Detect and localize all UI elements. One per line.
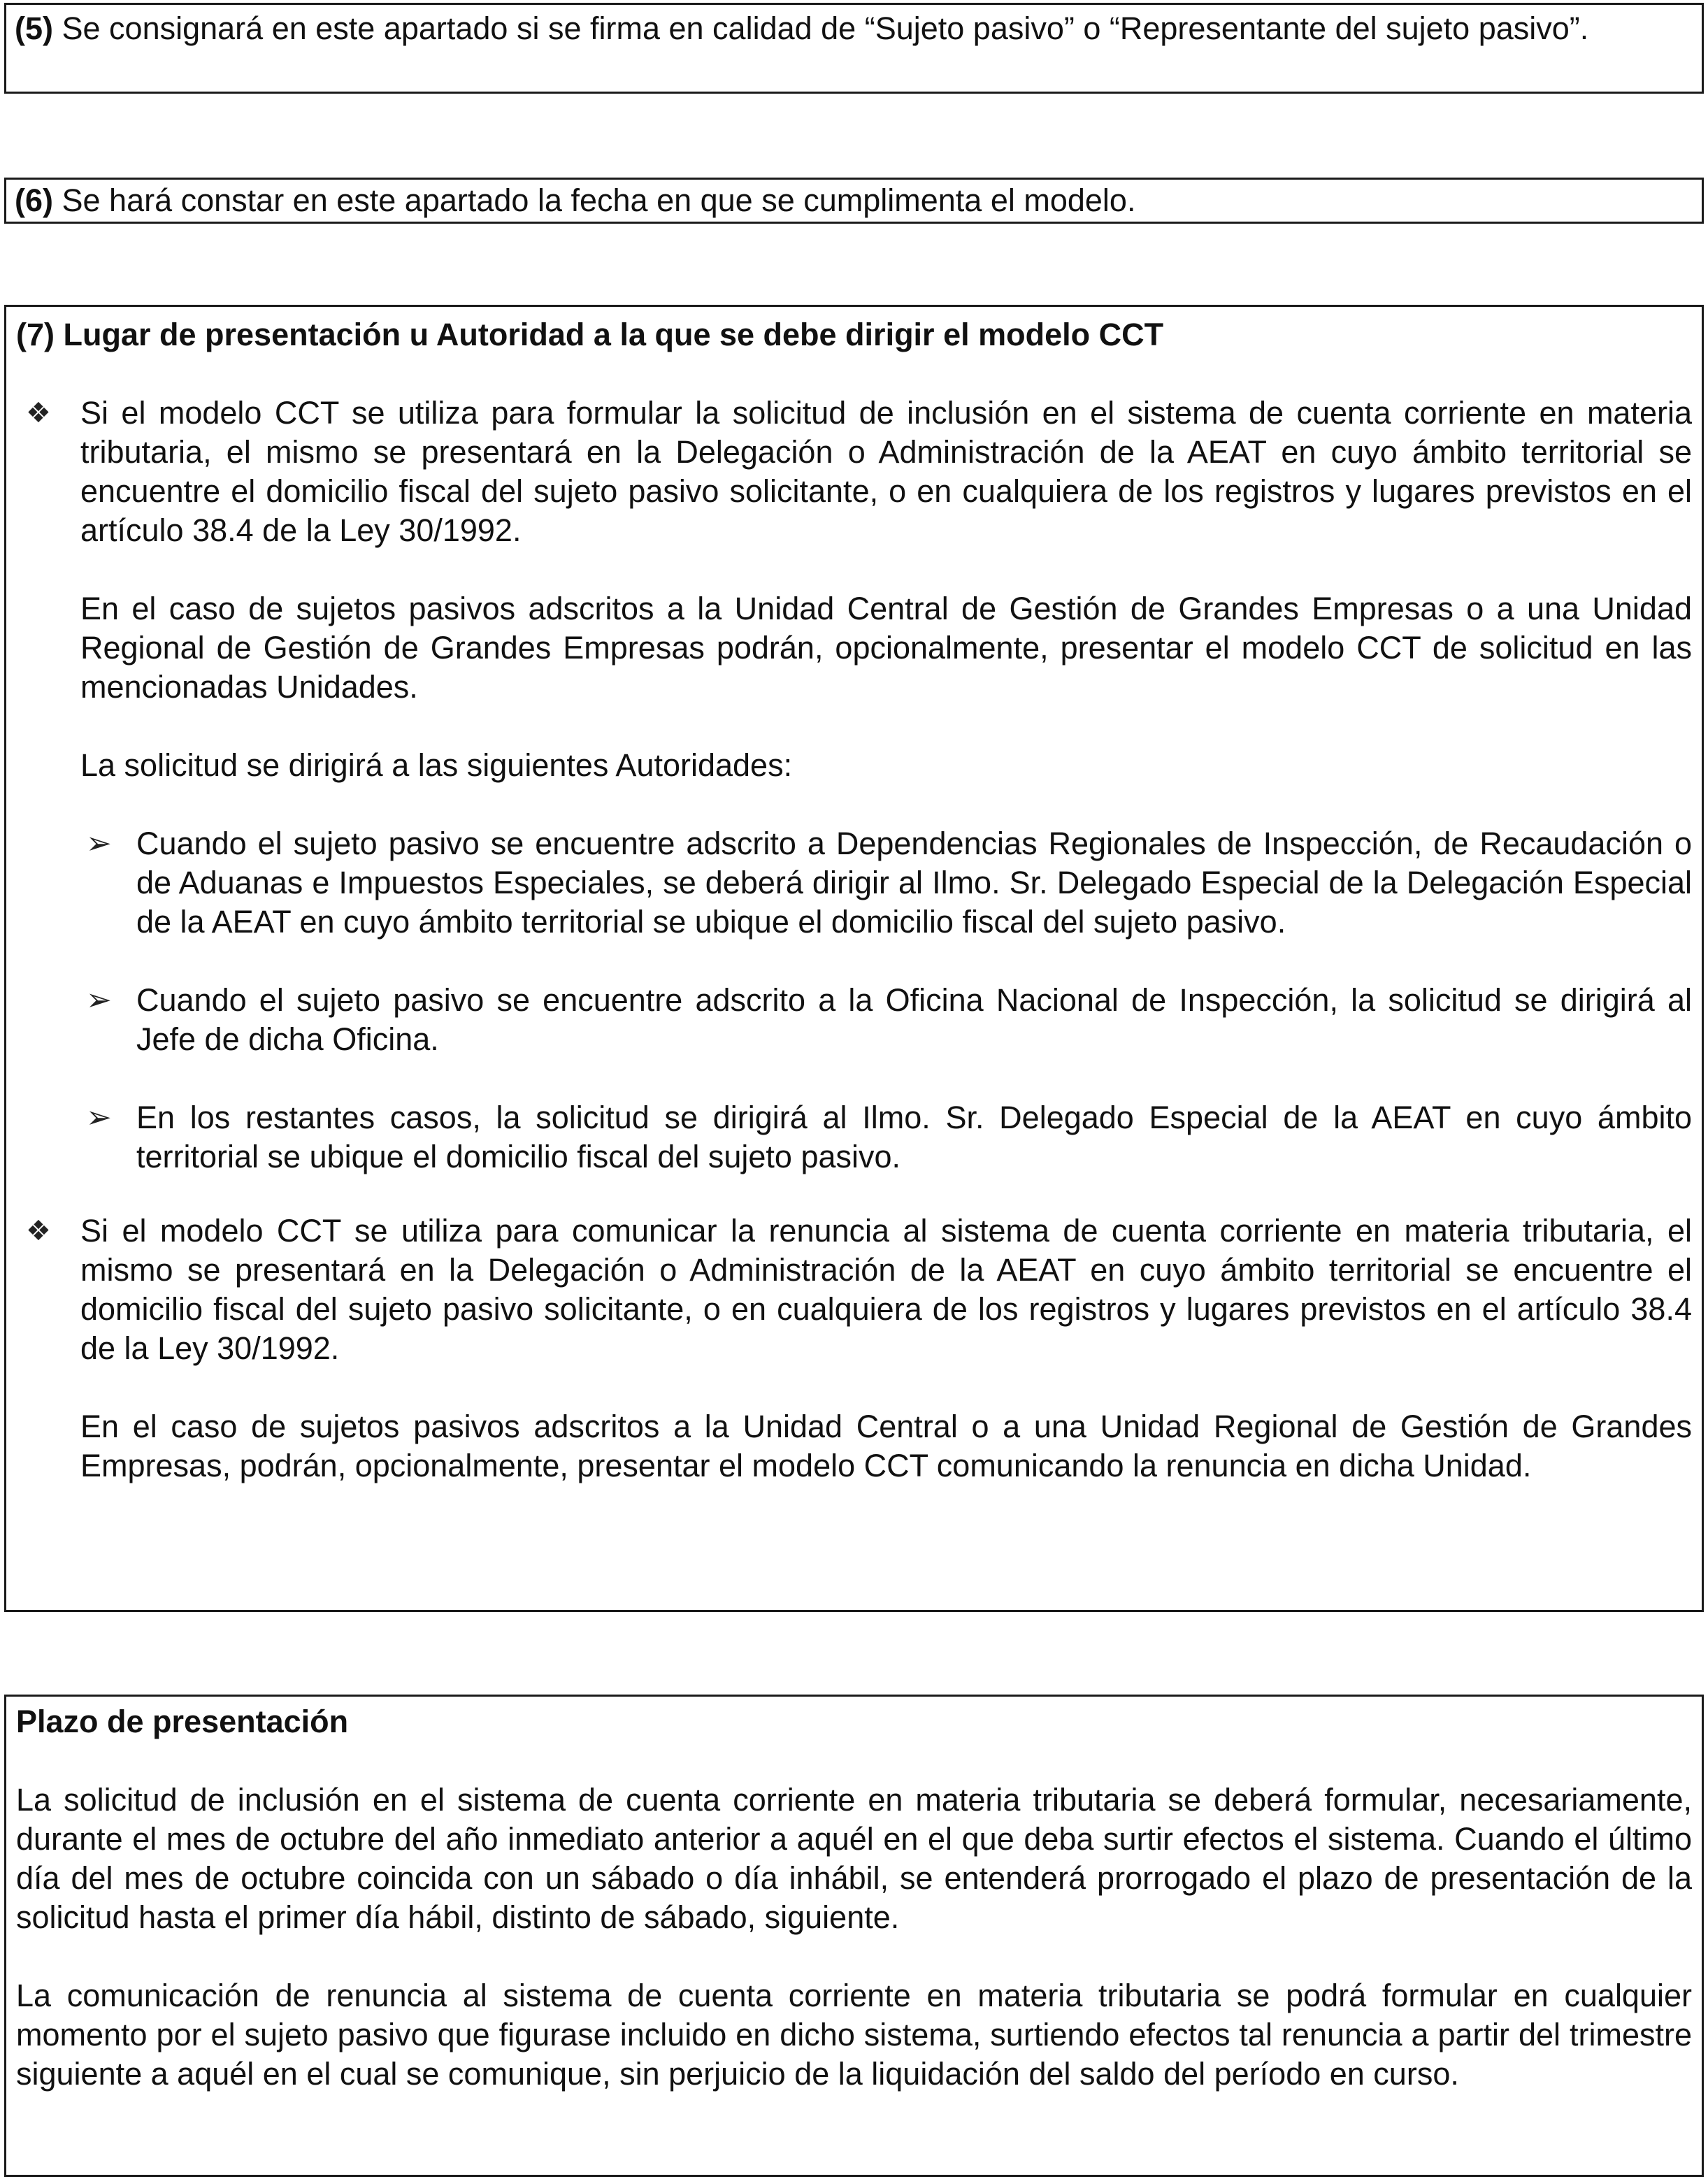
note-5-number: (5): [15, 10, 53, 46]
note-5-box: [4, 3, 1704, 94]
authority-item: [16, 981, 1692, 1059]
note-6-number: (6): [15, 182, 53, 218]
plazo-heading: Plazo de presentación: [16, 1704, 349, 1739]
note-6-body: Se hará constar en este apartado la fecha en que se cumplimenta el modelo.: [53, 182, 1136, 218]
note-6-text: [15, 181, 1693, 220]
note-6-box: [4, 178, 1704, 224]
plazo-paragraph-1: La solicitud de inclusión en el sistema de cuenta corriente en materia tributaria se deberá formular, necesariamente, durante el mes de octubre del año inmediato anterior a aquél en el que deba surtir efectos el sistema. Cuando el último día del mes de octubre coincida con un sábado o día inhábil, se entenderá prorrogado el plazo de presentación de la solicitud hasta el primer día hábil, distinto de sábado, siguiente.: [16, 1782, 1692, 1935]
bullet-2-paragraph-2: En el caso de sujetos pasivos adscritos a la Unidad Central o a una Unidad Regional de Gestión de Grandes Empresas, podrán, opcionalmente, presentar el modelo CCT comunicando la renuncia en dicha Unidad.: [80, 1409, 1692, 1483]
plazo-box: [4, 1695, 1704, 2177]
bullet-1-paragraph-1: Si el modelo CCT se utiliza para formular la solicitud de inclusión en el sistema de cuenta corriente en materia tributaria, el mismo se presentará en la Delegación o Administración de la AEAT en cuyo ámbito territorial se encuentre el domicilio fiscal del sujeto pasivo solicitante, o en cualquiera de los registros y lugares previstos en el artículo 38.4 de la Ley 30/1992.: [80, 395, 1692, 548]
diamond-bullet-icon: ❖: [26, 1216, 51, 1246]
section-7-bullet-1: [16, 394, 1692, 550]
section-7-box: [4, 305, 1704, 1612]
section-7-heading: (7) Lugar de presentación u Autoridad a la que se debe dirigir el modelo CCT: [16, 317, 1164, 352]
diamond-bullet-icon: ❖: [26, 398, 51, 429]
plazo-paragraph-2: La comunicación de renuncia al sistema de cuenta corriente en materia tributaria se podrá formular en cualquier momento por el sujeto pasivo que figurase incluido en dicho sistema, surtiendo efectos tal renuncia a partir del trimestre siguiente a aquél en el cual se comunique, sin perjuicio de la liquidación del saldo del período en curso.: [16, 1978, 1692, 2092]
bullet-1-paragraph-3: La solicitud se dirigirá a las siguientes Autoridades:: [80, 747, 793, 783]
authority-item-text: Cuando el sujeto pasivo se encuentre adscrito a la Oficina Nacional de Inspección, la solicitud se dirigirá al Jefe de dicha Oficina.: [136, 982, 1692, 1057]
note-5-body: Se consignará en este apartado si se firma en calidad de “Sujeto pasivo” o “Representante del sujeto pasivo”.: [53, 10, 1589, 46]
arrow-bullet-icon: ➢: [86, 1100, 112, 1135]
authority-item-text: En los restantes casos, la solicitud se dirigirá al Ilmo. Sr. Delegado Especial de la AEAT en cuyo ámbito territorial se ubique el domicilio fiscal del sujeto pasivo.: [136, 1100, 1692, 1174]
arrow-bullet-icon: ➢: [86, 983, 112, 1017]
bullet-1-paragraph-2: En el caso de sujetos pasivos adscritos a la Unidad Central de Gestión de Grandes Empresas o a una Unidad Regional de Gestión de Grandes Empresas podrán, opcionalmente, presentar el modelo CCT de solicitud en las mencionadas Unidades.: [80, 591, 1692, 705]
authority-item: [16, 824, 1692, 942]
authority-item: [16, 1098, 1692, 1177]
bullet-2-paragraph-1: Si el modelo CCT se utiliza para comunicar la renuncia al sistema de cuenta corriente en materia tributaria, el mismo se presentará en la Delegación o Administración de la AEAT en cuyo ámbito territorial se encuentre el domicilio fiscal del sujeto pasivo solicitante, o en cualquiera de los registros y lugares previstos en el artículo 38.4 de la Ley 30/1992.: [80, 1213, 1692, 1366]
authority-item-text: Cuando el sujeto pasivo se encuentre adscrito a Dependencias Regionales de Inspección, de Recaudación o de Aduanas e Impuestos Especiales, se deberá dirigir al Ilmo. Sr. Delegado Especial de la Delegación Especial de la AEAT en cuyo ámbito territorial se ubique el domicilio fiscal del sujeto pasivo.: [136, 826, 1692, 940]
arrow-bullet-icon: ➢: [86, 826, 112, 861]
section-7-bullet-2: [16, 1211, 1692, 1368]
note-5-text: [15, 9, 1693, 48]
